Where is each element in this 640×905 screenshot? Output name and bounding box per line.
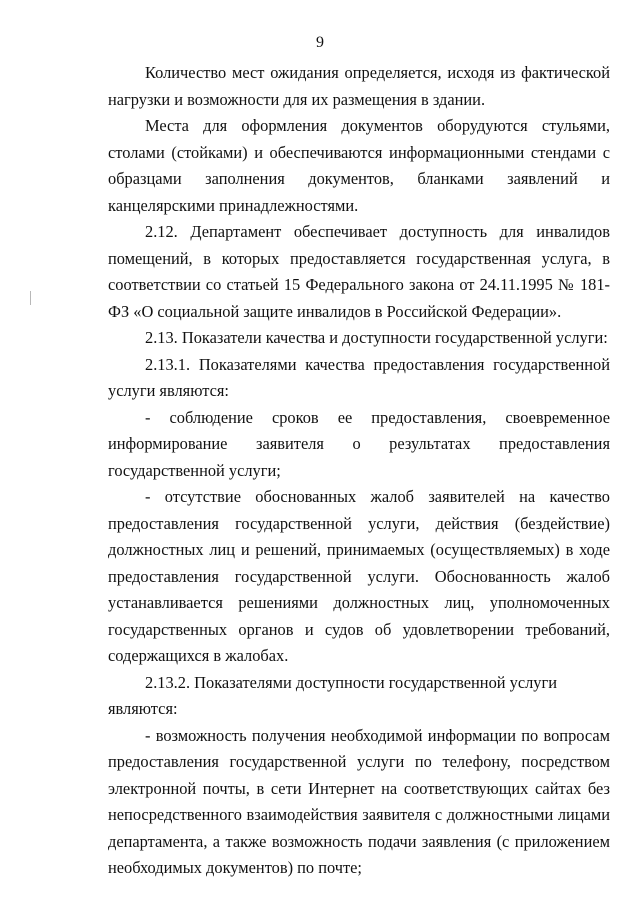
list-item-no-complaints: - отсутствие обоснованных жалоб заявителей на качество предоставления государственной услуги, действия (бездействие) должностных лиц и решений, принимаемых (осуществляемых) в ходе предоставления государственной услуги. Обоснованность жалоб устанавливается решениями должностных лиц, уполномоченных государственных органов и судов об удовлетворении требований, содержащихся в жалобах. xyxy=(108,487,610,665)
list-item-timeliness: - соблюдение сроков ее предоставления, своевременное информирование заявителя о результатах предоставления государственной услуги; xyxy=(108,407,610,480)
page-number: 9 xyxy=(316,34,324,51)
paragraph-2-13-heading: 2.13. Показатели качества и доступности государственной услуги: xyxy=(145,328,608,347)
paragraph-2-13-2-accessibility-indicators: 2.13.2. Показателями доступности государственной услуги являются: xyxy=(108,672,557,718)
document-body xyxy=(108,60,610,882)
paragraph-2-12-accessibility: 2.12. Департамент обеспечивает доступность для инвалидов помещений, в которых предоставляется государственная услуга, в соответствии со статьей 15 Федерального закона от 24.11.1995 № 181-ФЗ «О социальной защите инвалидов в Российской Федерации». xyxy=(108,222,610,321)
paragraph-2-13-1-quality-indicators: 2.13.1. Показателями качества предоставления государственной услуги являются: xyxy=(108,354,610,400)
paragraph-waiting-places: Количество мест ожидания определяется, исходя из фактической нагрузки и возможности для их размещения в здании. xyxy=(108,63,610,109)
paragraph-document-places: Места для оформления документов оборудуются стульями, столами (стойками) и обеспечиваются информационными стендами с образцами заполнения документов, бланками заявлений и канцелярскими принадлежностями. xyxy=(108,116,610,215)
list-item-information-access: - возможность получения необходимой информации по вопросам предоставления государственной услуги по телефону, посредством электронной почты, в сети Интернет на соответствующих сайтах без непосредственного взаимодействия заявителя с должностными лицами департамента, а также возможность подачи заявления (с приложением необходимых документов) по почте; xyxy=(108,725,610,877)
scan-margin-mark xyxy=(30,291,31,305)
